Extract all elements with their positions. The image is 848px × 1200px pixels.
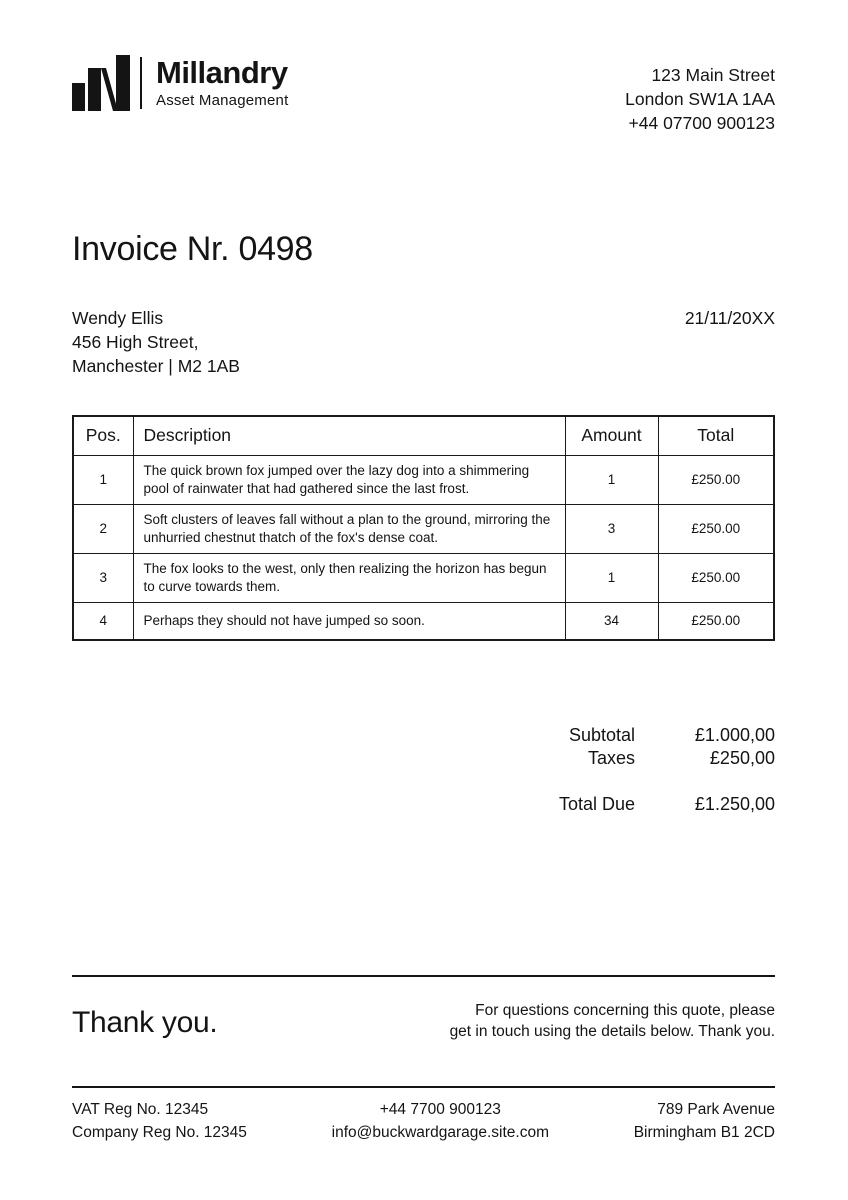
row-total: £250.00	[658, 553, 774, 602]
invoice-title: Invoice Nr. 0498	[72, 230, 313, 268]
brand-divider	[140, 57, 142, 109]
recipient-city: Manchester | M2 1AB	[72, 356, 240, 376]
closing-note	[450, 1000, 775, 1042]
row-amount: 1	[565, 455, 658, 504]
header-description: Description	[133, 416, 565, 455]
row-pos: 4	[73, 602, 133, 640]
row-pos: 1	[73, 455, 133, 504]
row-pos: 2	[73, 504, 133, 553]
footer-phone: +44 7700 900123	[379, 1101, 501, 1118]
company-address-line: 123 Main Street	[651, 65, 775, 85]
row-description: Soft clusters of leaves fall without a plan to the ground, mirroring the unhurried chestnut thatch of the fox's dense coat.	[133, 504, 565, 553]
brand-text	[156, 57, 288, 109]
company-name: Millandry	[156, 55, 288, 91]
footer-registration	[72, 1098, 247, 1144]
row-amount: 34	[565, 602, 658, 640]
closing-section	[72, 1000, 775, 1042]
table-row	[73, 455, 774, 504]
recipient-street: 456 High Street,	[72, 332, 199, 352]
thank-you-text: Thank you.	[72, 1006, 218, 1039]
row-description: The quick brown fox jumped over the lazy dog into a shimmering pool of rainwater that had gathered since the last frost.	[133, 455, 565, 504]
row-total: £250.00	[658, 602, 774, 640]
header-total: Total	[658, 416, 774, 455]
row-total: £250.00	[658, 455, 774, 504]
total-due-value: £1.250,00	[694, 794, 775, 814]
row-description: The fox looks to the west, only then realizing the horizon has begun to curve towards them.	[133, 553, 565, 602]
recipient-name: Wendy Ellis	[72, 308, 164, 328]
subtotal-value: £1.000,00	[694, 725, 775, 745]
footer-address-line: Birmingham B1 2CD	[633, 1124, 775, 1141]
table-row	[73, 553, 774, 602]
invoice-meta	[72, 306, 775, 378]
company-brand	[72, 55, 288, 111]
company-address	[625, 63, 775, 135]
company-tagline: Asset Management	[156, 91, 289, 109]
company-address-line: London SW1A 1AA	[625, 89, 775, 109]
subtotal-label: Subtotal	[568, 725, 635, 745]
row-total: £250.00	[658, 504, 774, 553]
page-footer	[72, 1098, 775, 1144]
row-amount: 1	[565, 553, 658, 602]
row-amount: 3	[565, 504, 658, 553]
items-table-container	[72, 415, 775, 641]
taxes-value: £250,00	[709, 748, 775, 768]
footer-address-line: 789 Park Avenue	[657, 1101, 775, 1118]
row-pos: 3	[73, 553, 133, 602]
total-due-row	[559, 793, 775, 816]
header-amount: Amount	[565, 416, 658, 455]
closing-note-line: get in touch using the details below. Thank you.	[449, 1023, 775, 1040]
invoice-date: 21/11/20XX	[684, 308, 775, 328]
closing-divider	[72, 975, 775, 977]
vat-reg-number: VAT Reg No. 12345	[72, 1101, 209, 1118]
header-pos: Pos.	[73, 416, 133, 455]
taxes-label: Taxes	[587, 748, 635, 768]
company-address-line: +44 07700 900123	[628, 113, 775, 133]
subtotal-row	[559, 724, 775, 747]
summary-spacer	[559, 770, 775, 793]
closing-note-line: For questions concerning this quote, please	[475, 1002, 775, 1019]
table-header-row	[73, 416, 774, 455]
footer-address	[634, 1098, 775, 1144]
footer-contact	[332, 1098, 549, 1144]
footer-divider	[72, 1086, 775, 1088]
total-due-label: Total Due	[558, 794, 635, 814]
totals-summary	[559, 724, 775, 816]
company-reg-number: Company Reg No. 12345	[72, 1124, 247, 1141]
page-header	[72, 55, 775, 135]
recipient-address	[72, 306, 240, 378]
bar-chart-n-logo-icon	[72, 55, 130, 111]
taxes-row	[559, 747, 775, 770]
items-table	[72, 415, 775, 641]
table-row	[73, 602, 774, 640]
footer-email: info@buckwardgarage.site.com	[331, 1124, 549, 1141]
row-description: Perhaps they should not have jumped so soon.	[133, 602, 565, 640]
table-row	[73, 504, 774, 553]
